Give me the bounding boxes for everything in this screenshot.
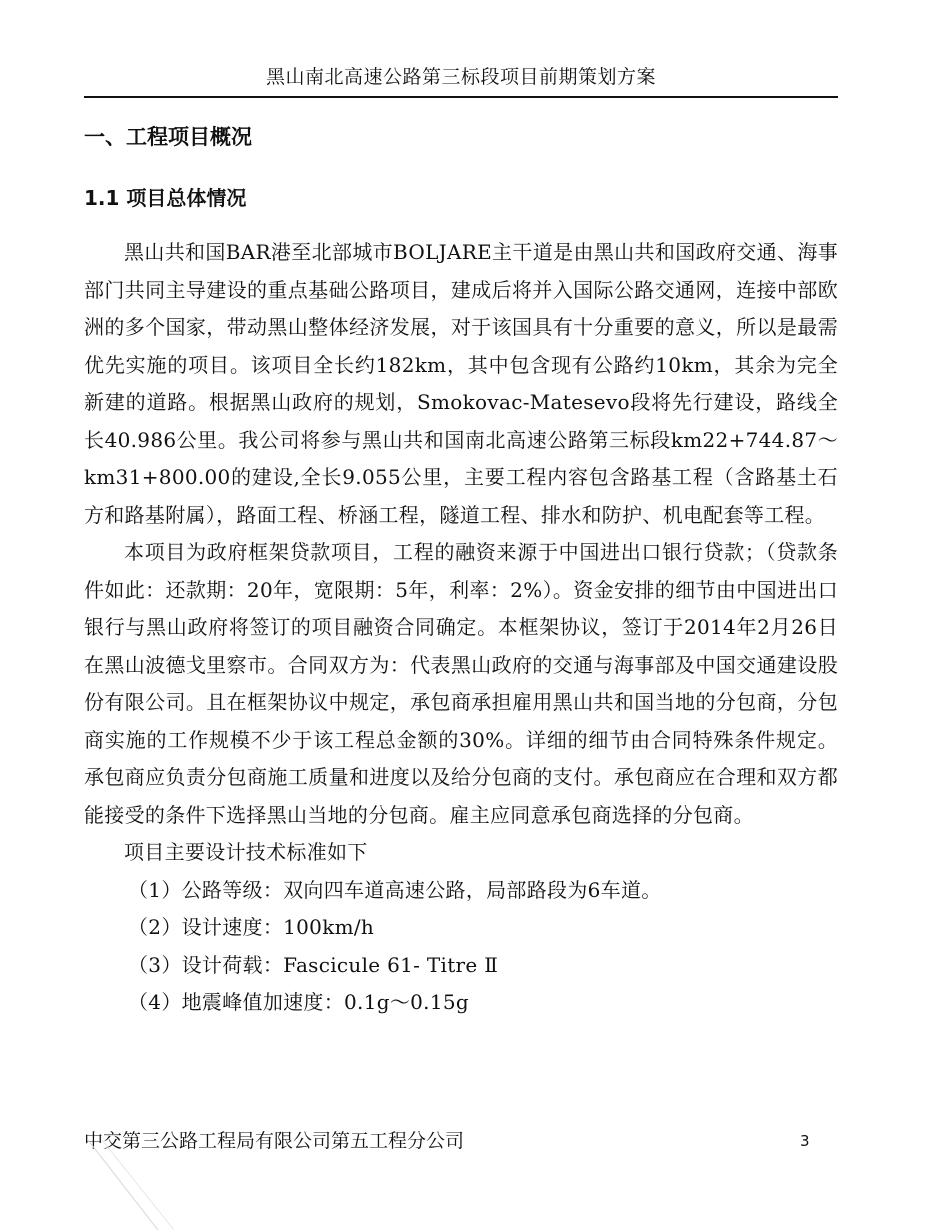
list-item: （3）设计荷载：Fascicule 61- Titre Ⅱ bbox=[128, 952, 499, 977]
page-corner-mark bbox=[88, 1140, 178, 1230]
list-item: （4）地震峰值加速度：0.1g～0.15g bbox=[128, 990, 469, 1014]
footer-company-name: 中交第三公路工程局有限公司第五工程分公司 bbox=[84, 1130, 465, 1152]
document-body bbox=[84, 234, 838, 1022]
page-number: 3 bbox=[800, 1132, 810, 1150]
design-standards-list bbox=[84, 872, 838, 1022]
list-item: （1）公路等级：双向四车道高速公路，局部路段为6车道。 bbox=[128, 877, 662, 902]
subsection-heading: 1.1 项目总体情况 bbox=[84, 186, 247, 210]
list-item: （2）设计速度：100km/h bbox=[128, 915, 375, 939]
header-divider bbox=[84, 96, 838, 98]
section-heading: 一、工程项目概况 bbox=[84, 125, 252, 149]
page-header-title: 黑山南北高速公路第三标段项目前期策划方案 bbox=[265, 66, 656, 88]
paragraph-standards-intro: 项目主要设计技术标准如下 bbox=[124, 840, 368, 864]
paragraph-financing: 本项目为政府框架贷款项目，工程的融资来源于中国进出口银行贷款；（贷款条件如此：还款期：20年，宽限期：5年，利率：2%）。资金安排的细节由中国进出口银行与黑山政府将签订的项目融资合同确定。本框架协议，签订于2014年2月26日在黑山波德戈里察市。合同双方为：代表黑山政府的交通与海事部及中国交通建设股份有限公司。且在框架协议中规定，承包商承担雇用黑山共和国当地的分包商，分包商实施的工作规模不少于该工程总金额的30%。详细的细节由合同特殊条件规定。承包商应负责分包商施工质量和进度以及给分包商的支付。承包商应在合理和双方都能接受的条件下选择黑山当地的分包商。雇主应同意承包商选择的分包商。 bbox=[84, 540, 838, 827]
paragraph-project-overview: 黑山共和国BAR港至北部城市BOLJARE主干道是由黑山共和国政府交通、海事部门共同主导建设的重点基础公路项目，建成后将并入国际公路交通网，连接中部欧洲的多个国家，带动黑山整体经济发展，对于该国具有十分重要的意义，所以是最需优先实施的项目。该项目全长约182km，其中包含现有公路约10km，其余为完全新建的道路。根据黑山政府的规划，Smokovac-Matesevo段将先行建设，路线全长40.986公里。我公司将参与黑山共和国南北高速公路第三标段km22+744.87～km31+800.00的建设,全长9.055公里，主要工程内容包含路基工程（含路基土石方和路基附属），路面工程、桥涵工程，隧道工程、排水和防护、机电配套等工程。 bbox=[84, 240, 838, 527]
